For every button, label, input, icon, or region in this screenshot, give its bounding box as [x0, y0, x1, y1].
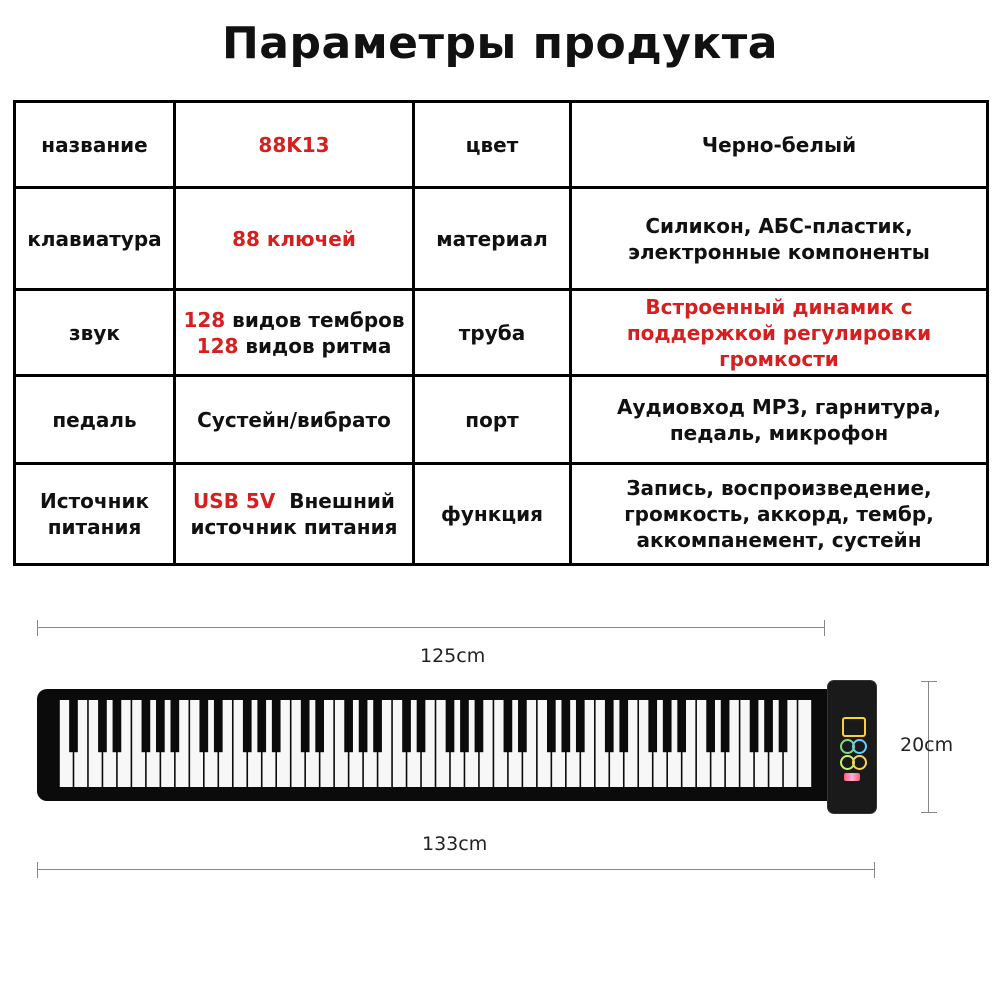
keyboard-length-line — [37, 627, 825, 642]
tone-label: видов тембров — [232, 307, 405, 332]
usb-value: USB 5V — [193, 489, 276, 513]
black-key — [561, 700, 570, 752]
black-key — [677, 700, 686, 752]
button-icon — [852, 755, 867, 770]
cell-value — [571, 188, 988, 290]
black-key — [359, 700, 368, 752]
black-key — [69, 700, 78, 752]
black-key — [475, 700, 484, 752]
model-value: 88K13 — [258, 132, 330, 157]
function-line: Запись, воспроизведение, — [626, 476, 932, 500]
piano-keys — [37, 689, 837, 801]
cell-value — [175, 464, 414, 565]
row-label: труба — [458, 320, 526, 345]
table-row — [15, 102, 988, 188]
black-key — [402, 700, 411, 752]
color-value: Черно-белый — [701, 132, 857, 157]
black-key — [373, 700, 382, 752]
spec-table — [13, 100, 989, 566]
cell-label — [15, 102, 175, 188]
display-icon — [842, 717, 866, 737]
cell-label — [15, 464, 175, 565]
white-key — [798, 700, 811, 787]
speaker-line: громкости — [719, 346, 839, 371]
cell-value — [571, 376, 988, 464]
keyboard-length-label: 125cm — [420, 645, 486, 667]
row-label: звук — [69, 320, 120, 345]
black-key — [156, 700, 165, 752]
cell-label — [414, 188, 571, 290]
black-key — [142, 700, 151, 752]
black-key — [648, 700, 657, 752]
cell-value — [175, 376, 414, 464]
black-key — [417, 700, 426, 752]
cell-value — [175, 188, 414, 290]
rhythm-count: 128 — [196, 333, 239, 358]
black-key — [171, 700, 180, 752]
cell-label — [414, 290, 571, 376]
tone-count: 128 — [183, 307, 226, 332]
black-key — [706, 700, 715, 752]
row-label: функция — [441, 502, 543, 526]
cell-label — [414, 376, 571, 464]
black-key — [199, 700, 208, 752]
page-title: Параметры продукта — [221, 18, 778, 69]
black-key — [446, 700, 455, 752]
material-line: Силикон, АБС-пластик, — [645, 213, 913, 238]
width-label: 20cm — [900, 734, 954, 756]
cell-label — [15, 290, 175, 376]
speaker-line: Встроенный динамик с — [645, 294, 913, 319]
row-label: материал — [436, 226, 548, 251]
black-key — [243, 700, 252, 752]
material-line: электронные компоненты — [628, 239, 930, 264]
cell-label — [414, 464, 571, 565]
table-row — [15, 188, 988, 290]
power-line: источник питания — [190, 515, 398, 539]
cell-label — [15, 188, 175, 290]
black-key — [344, 700, 353, 752]
black-key — [547, 700, 556, 752]
black-key — [576, 700, 585, 752]
sound-line — [180, 307, 408, 333]
port-line: Аудиовход MP3, гарнитура, — [616, 394, 941, 419]
keys-value: 88 ключей — [232, 226, 356, 251]
black-key — [518, 700, 527, 752]
black-key — [315, 700, 324, 752]
power-line — [180, 488, 408, 514]
sound-line — [180, 333, 408, 359]
cell-value — [571, 102, 988, 188]
function-line: громкость, аккорд, тембр, — [624, 502, 934, 526]
row-label: цвет — [465, 132, 519, 157]
black-key — [272, 700, 281, 752]
black-key — [113, 700, 122, 752]
row-label: педаль — [52, 407, 137, 432]
row-label: клавиатура — [27, 226, 162, 251]
function-line: аккомпанемент, сустейн — [636, 528, 922, 552]
power-label: Внешний — [289, 489, 395, 513]
roll-up-piano — [37, 689, 837, 801]
black-key — [460, 700, 469, 752]
pedal-value: Сустейн/вибрато — [197, 407, 391, 432]
black-key — [214, 700, 223, 752]
black-key — [98, 700, 107, 752]
black-key — [764, 700, 773, 752]
black-key — [750, 700, 759, 752]
button-icon — [852, 739, 867, 754]
rhythm-label: видов ритма — [245, 333, 392, 358]
black-key — [301, 700, 310, 752]
row-label: название — [41, 132, 148, 157]
black-key — [619, 700, 628, 752]
speaker-line: поддержкой регулировки — [626, 320, 932, 345]
table-row — [15, 376, 988, 464]
cell-label — [414, 102, 571, 188]
total-length-label: 133cm — [422, 833, 488, 855]
control-panel — [828, 681, 876, 813]
row-label: питания — [47, 515, 142, 539]
cell-value — [571, 464, 988, 565]
black-key — [721, 700, 730, 752]
row-label: порт — [465, 407, 519, 432]
cell-value — [175, 102, 414, 188]
black-key — [779, 700, 788, 752]
cell-label — [15, 376, 175, 464]
total-length-line — [37, 869, 875, 884]
keypad-icon — [844, 773, 860, 781]
black-key — [663, 700, 672, 752]
table-row — [15, 290, 988, 376]
port-line: педаль, микрофон — [669, 420, 889, 445]
table-row — [15, 464, 988, 565]
row-label: Источник — [39, 489, 150, 513]
black-key — [605, 700, 614, 752]
cell-value — [571, 290, 988, 376]
black-key — [257, 700, 266, 752]
black-key — [504, 700, 513, 752]
cell-value — [175, 290, 414, 376]
